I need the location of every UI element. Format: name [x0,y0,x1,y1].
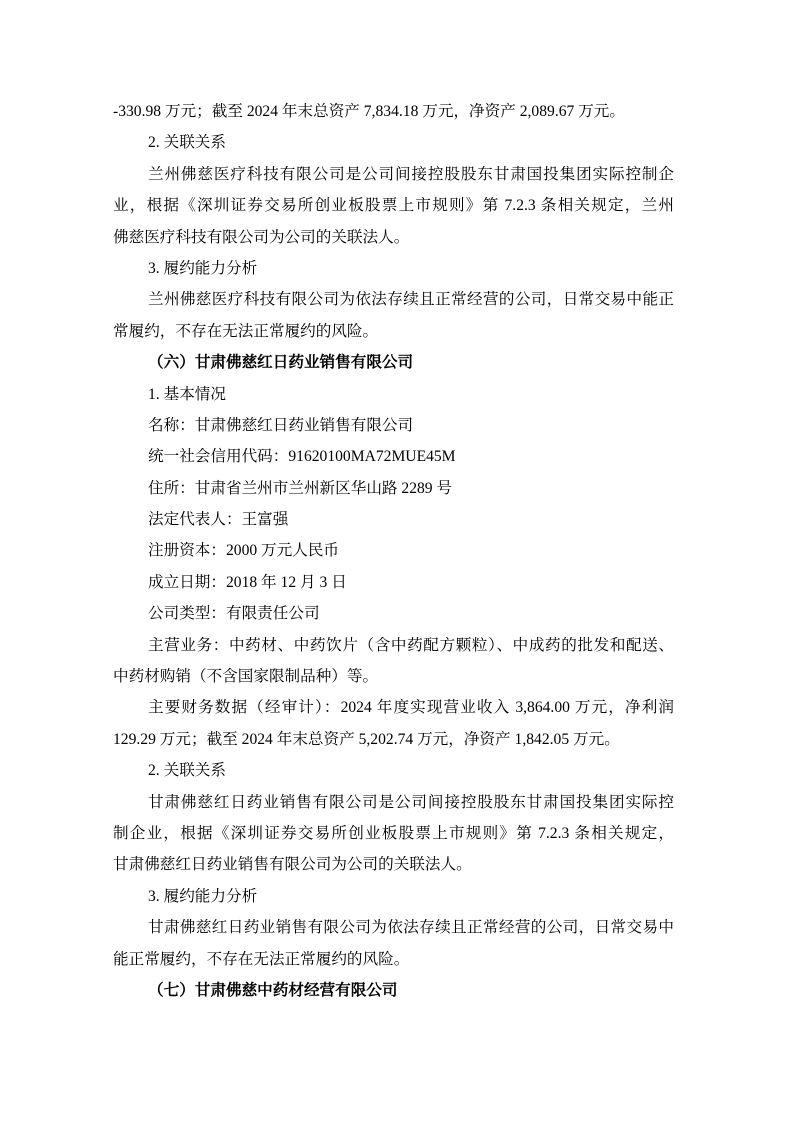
section-heading [113,347,674,378]
text-line: 兰州佛慈医疗科技有限公司是公司间接控股股东甘肃国投集团实际控制企 [148,165,674,183]
text-line: 1. 基本情况 [148,385,226,403]
paragraph [113,598,674,629]
text-line: 主要财务数据（经审计）：2024 年度实现营业收入 3,864.00 万元，净利润 [148,699,674,717]
text-line: 甘肃佛慈红日药业销售有限公司是公司间接控股股东甘肃国投集团实际控 [148,793,674,811]
paragraph [113,253,674,284]
paragraph [113,535,674,566]
paragraph [113,567,674,598]
paragraph [113,441,674,472]
paragraph [113,379,674,410]
text-line: -330.98 万元；截至 2024 年末总资产 7,834.18 万元，净资产 2,089.67 万元。 [113,103,625,120]
paragraph [113,127,674,158]
paragraph [113,912,674,975]
text-line: 公司类型：有限责任公司 [148,605,320,623]
text-line: （六）甘肃佛慈红日药业销售有限公司 [148,354,414,372]
text-line: 主营业务：中药材、中药饮片（含中药配方颗粒）、中成药的批发和配送、 [148,636,674,654]
paragraph [113,881,674,912]
text-line: 2. 关联关系 [148,134,226,152]
paragraph [113,473,674,504]
text-line: 3. 履约能力分析 [148,887,258,905]
text-line: 甘肃佛慈红日药业销售有限公司为依法存续且正常经营的公司，日常交易中 [148,919,674,937]
paragraph [113,692,674,755]
text-line: 中药材购销（不含国家限制品种）等。 [113,668,379,686]
paragraph [113,284,674,347]
text-line: 成立日期：2018 年 12 月 3 日 [148,573,347,591]
text-line: （七）甘肃佛慈中药材经营有限公司 [148,981,398,999]
text-line: 兰州佛慈医疗科技有限公司为依法存续且正常经营的公司，日常交易中能正 [148,291,674,309]
text-line: 甘肃佛慈红日药业销售有限公司为公司的关联法人。 [113,856,472,874]
paragraph [113,787,674,881]
text-line: 住所：甘肃省兰州市兰州新区华山路 2289 号 [148,479,453,497]
text-line: 2. 关联关系 [148,762,226,780]
text-line: 常履约，不存在无法正常履约的风险。 [113,322,379,340]
text-line: 3. 履约能力分析 [148,259,258,277]
text-line: 法定代表人：王富强 [148,511,289,529]
paragraph [113,159,674,253]
text-line: 129.29 万元；截至 2024 年末总资产 5,202.74 万元，净资产 1,842.05 万元。 [113,730,620,748]
text-line: 统一社会信用代码：91620100MA72MUE45M [148,448,456,466]
paragraph [113,630,674,693]
text-line: 业，根据《深圳证券交易所创业板股票上市规则》第 7.2.3 条相关规定，兰州 [113,197,674,215]
paragraph [113,96,674,127]
paragraph [113,410,674,441]
document-body [113,96,674,1006]
text-line: 名称：甘肃佛慈红日药业销售有限公司 [148,416,414,434]
section-heading [113,975,674,1006]
text-line: 制企业，根据《深圳证券交易所创业板股票上市规则》第 7.2.3 条相关规定， [113,824,674,842]
paragraph [113,504,674,535]
text-line: 佛慈医疗科技有限公司为公司的关联法人。 [113,228,410,246]
text-line: 注册资本：2000 万元人民币 [148,542,340,560]
paragraph [113,755,674,786]
text-line: 能正常履约，不存在无法正常履约的风险。 [113,950,410,968]
